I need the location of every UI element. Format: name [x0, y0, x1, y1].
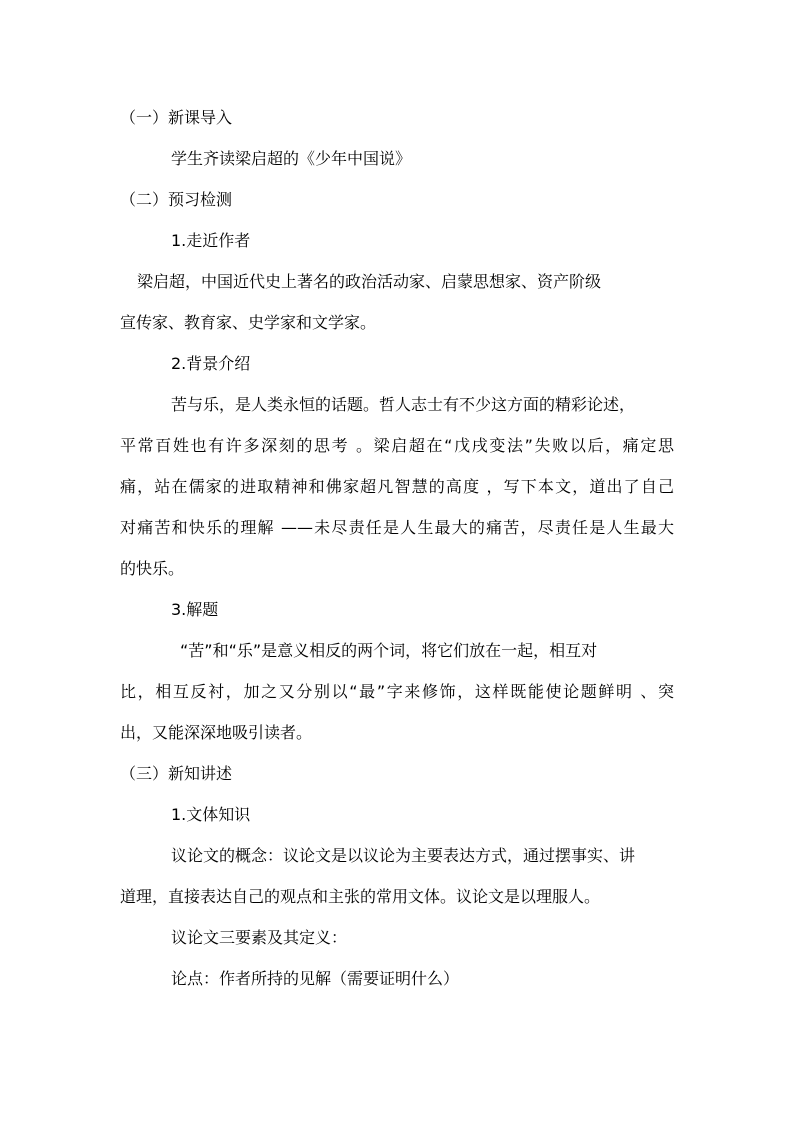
section-heading-preview: （二）预习检测 — [120, 190, 233, 209]
paragraph-line: 道理，直接表达自己的观点和主张的常用文体。议论文是以理服人。 — [120, 887, 601, 906]
section-heading-intro: （一）新课导入 — [120, 108, 233, 127]
subsection-title: 1.走近作者 — [171, 231, 251, 250]
paragraph-line: 苦与乐，是人类永恒的话题。哲人志士有不少这方面的精彩论述， — [171, 395, 636, 414]
paragraph-line: 论点：作者所持的见解（需要证明什么） — [171, 969, 460, 988]
paragraph-line: 痛，站在儒家的进取精神和佛家超凡智慧的高度 ，写下本文，道出了自己 — [120, 477, 674, 496]
section-heading-new-knowledge: （三）新知讲述 — [120, 764, 233, 783]
paragraph: 学生齐读梁启超的《少年中国说》 — [171, 149, 412, 168]
paragraph-line: 宣传家、教育家、史学家和文学家。 — [120, 313, 377, 332]
paragraph-line: 议论文的概念：议论文是以议论为主要表达方式，通过摆事实、讲 — [171, 846, 636, 865]
subsection-title: 1.文体知识 — [171, 805, 251, 824]
subsection-title: 2.背景介绍 — [171, 354, 251, 373]
paragraph-line: 对痛苦和快乐的理解 ——未尽责任是人生最大的痛苦，尽责任是人生最大 — [120, 518, 674, 537]
paragraph-line: 平常百姓也有许多深刻的思考 。梁启超在“戊戌变法”失败以后，痛定思 — [120, 436, 674, 455]
subsection-title: 3.解题 — [171, 600, 219, 619]
paragraph-line: 比，相互反衬，加之又分别以“最”字来修饰，这样既能使论题鲜明 、突 — [120, 682, 674, 701]
paragraph-line: “苦”和“乐”是意义相反的两个词，将它们放在一起，相互对 — [180, 641, 598, 660]
paragraph-line: 梁启超，中国近代史上著名的政治活动家、启蒙思想家、资产阶级 — [137, 272, 602, 291]
paragraph-line: 出，又能深深地吸引读者。 — [120, 723, 313, 742]
paragraph-line: 的快乐。 — [120, 559, 185, 578]
paragraph-line: 议论文三要素及其定义： — [171, 928, 348, 947]
